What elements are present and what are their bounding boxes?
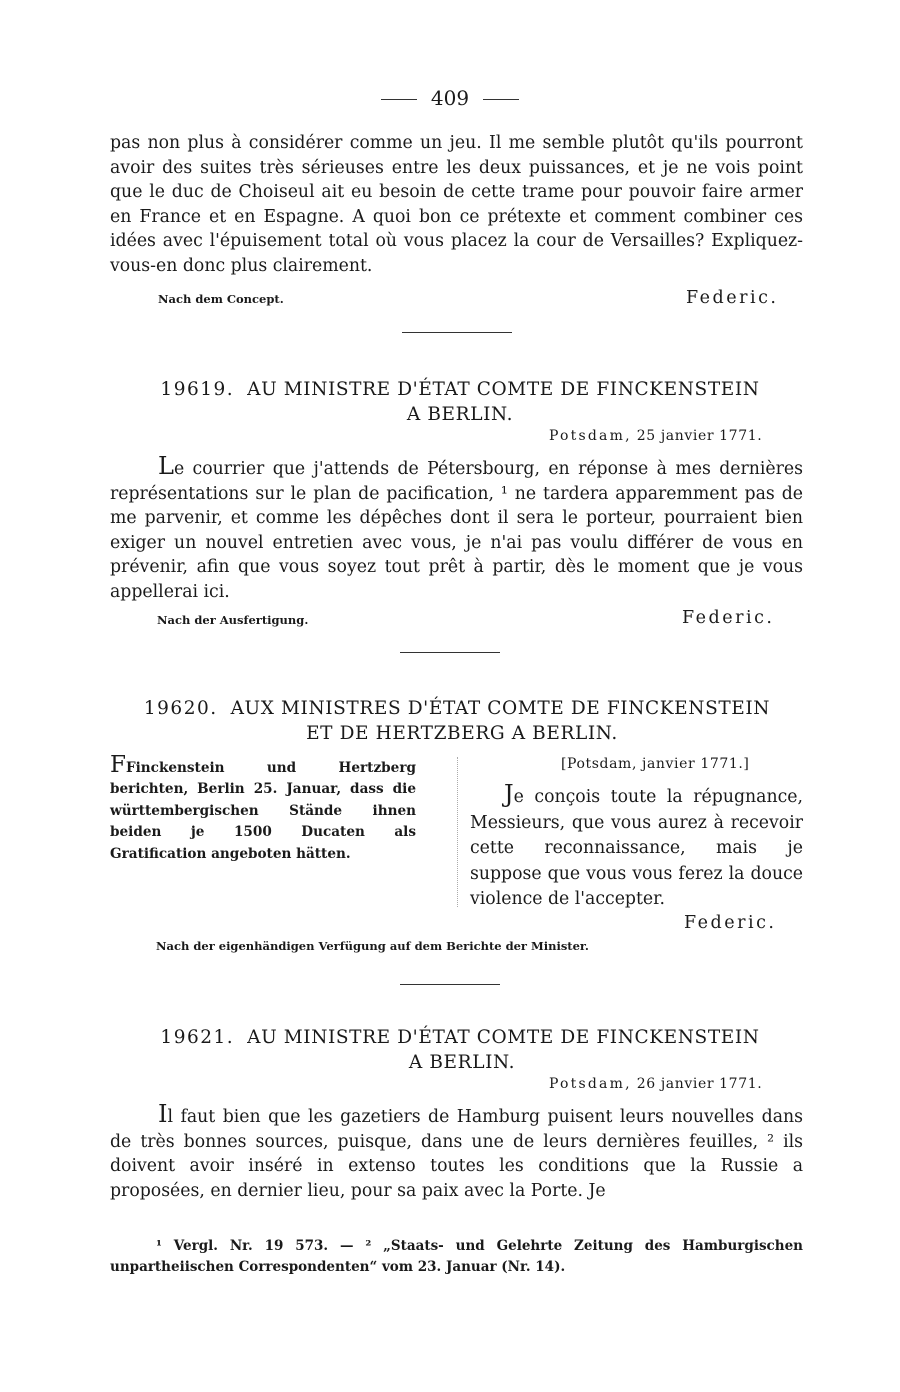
letter-number: 19620. — [143, 698, 218, 719]
letter-title: AUX MINISTRES D'ÉTAT COMTE DE FINCKENSTEIN — [230, 698, 771, 719]
letter-19619-dateline: Potsdam, 25 janvier 1771. — [549, 428, 763, 444]
section-divider — [402, 332, 512, 333]
dropcap: L — [158, 452, 174, 480]
page-number: 409 — [0, 86, 900, 110]
letter-19620-heading — [112, 698, 802, 719]
dropcap: J — [504, 780, 514, 808]
letter-19619-body: Le courrier que j'attends de Pétersbourg, en réponse à mes dernières représentations sur le plan de pacification, ¹ ne tardera apparemment pas de me parvenir, et comme les dépêches dont il sera le porteur, pourraient bien exiger un nouvel entretien avec vous, je n'ai pas voulu différer de vous en prévenir, afin que vous soyez tout prêt à partir, dès le moment que je vous appellerai ici. — [110, 452, 803, 602]
letter-19620-title-line2: ET DE HERTZBERG A BERLIN. — [306, 723, 618, 744]
intro-paragraph: pas non plus à considérer comme un jeu. Il me semble plutôt qu'ils pourront avoir des suites très sérieuses entre les deux puissances, et je ne vois point que le duc de Choiseul ait eu besoin de cette trame pour pouvoir faire armer en France et en Espagne. A quoi bon ce prétexte et comment combiner ces idées avec l'épuisement total où vous placez la cour de Versailles? Expliquez-vous-en donc plus clairement. — [110, 133, 803, 276]
page-number-dash-right — [483, 99, 519, 100]
section-divider — [400, 652, 500, 653]
dropcap: F — [110, 752, 126, 778]
intro-signature: Federic. — [686, 288, 779, 308]
column-divider — [457, 757, 458, 907]
letter-number: 19619. — [160, 379, 235, 400]
page-number-dash-left — [381, 99, 417, 100]
letter-title: AU MINISTRE D'ÉTAT COMTE DE FINCKENSTEIN — [247, 379, 760, 400]
letter-19619-heading — [130, 379, 790, 400]
letter-19620-body: Je conçois toute la répugnance, Messieurs, que vous aurez à recevoir cette reconnaissance, mais je suppose que vous vous ferez la douce violence de l'accepter. — [470, 780, 803, 909]
letter-19620-signature: Federic. — [684, 913, 777, 933]
dropcap: I — [158, 1100, 168, 1128]
letter-19619-signature: Federic. — [682, 608, 775, 628]
letter-19620-dateline: [Potsdam, janvier 1771.] — [561, 756, 750, 772]
letter-19620-source-note: Nach der eigenhändigen Verfügung auf dem Berichte der Minister. — [156, 939, 589, 953]
letter-19619-source-note: Nach der Ausfertigung. — [157, 613, 309, 627]
footnotes: ¹ Vergl. Nr. 19 573. — ² „Staats- und Gelehrte Zeitung des Hamburgischen unpartheiischen Correspondenten“ vom 23. Januar (Nr. 14). — [110, 1238, 803, 1275]
letter-19621-heading — [130, 1027, 790, 1048]
intro-source-note: Nach dem Concept. — [158, 292, 284, 306]
letter-19621-title-line2: A BERLIN. — [408, 1052, 516, 1073]
letter-19621-dateline: Potsdam, 26 janvier 1771. — [549, 1076, 763, 1092]
letter-title: AU MINISTRE D'ÉTAT COMTE DE FINCKENSTEIN — [247, 1027, 760, 1048]
section-divider — [400, 984, 500, 985]
letter-19620-summary-note: FFinckenstein und Hertzberg berichten, Berlin 25. Januar, dass die württembergischen Stände ihnen beiden je 1500 Ducaten als Gratification angeboten hätten. — [110, 752, 416, 862]
letter-19619-title-line2: A BERLIN. — [406, 404, 514, 425]
letter-number: 19621. — [160, 1027, 235, 1048]
letter-19621-body: Il faut bien que les gazetiers de Hamburg puisent leurs nouvelles dans de très bonnes sources, puisque, dans une de leurs dernières feuilles, ² ils doivent avoir inséré in extenso toutes les conditions que la Russie a proposées, en dernier lieu, pour sa paix avec la Porte. Je — [110, 1100, 803, 1201]
